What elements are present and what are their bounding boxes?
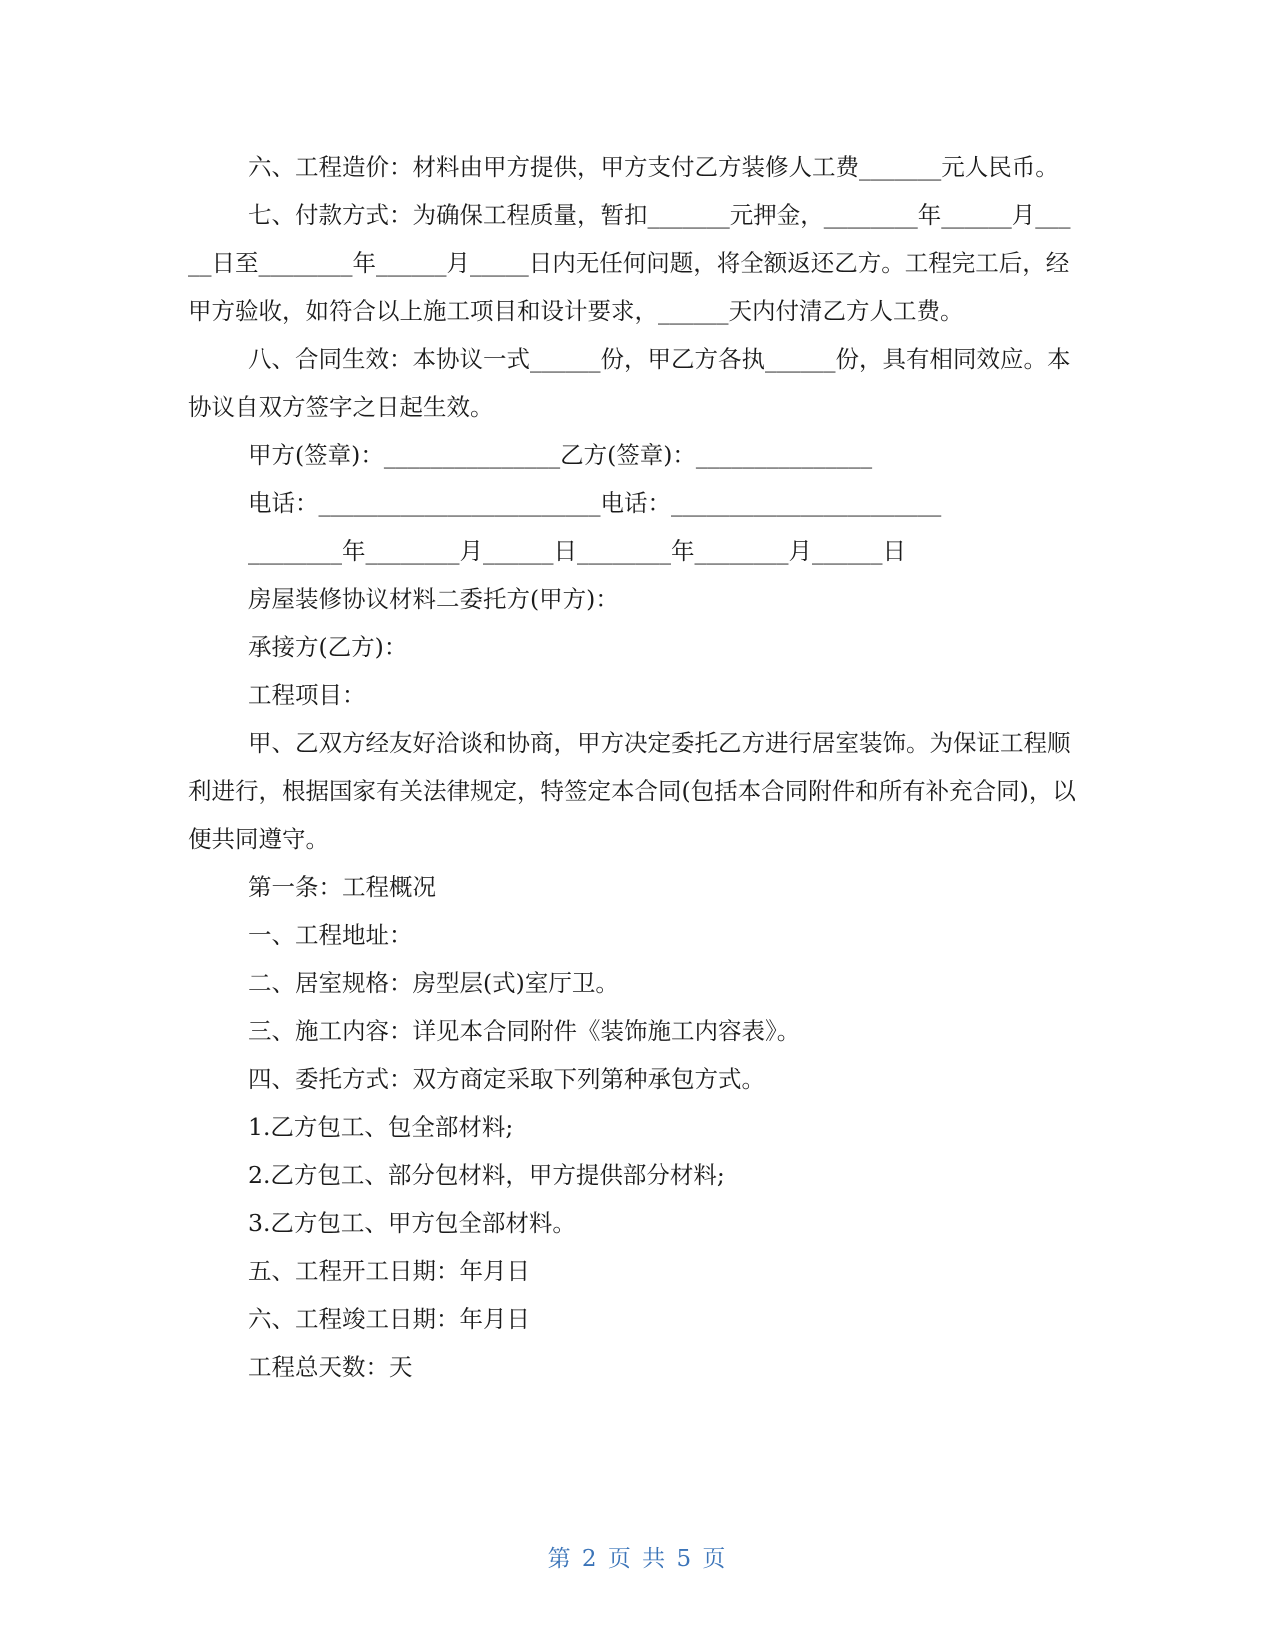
option-three: 3.乙方包工、甲方包全部材料。	[248, 1209, 576, 1237]
preamble-paragraph: 甲、乙双方经友好洽谈和协商，甲方决定委托乙方进行居室装饰。为保证工程顺利进行，根据国家有关法律规定，特签定本合同(包括本合同附件和所有补充合同)，以便共同遵守。	[188, 729, 1076, 853]
clause-seven-payment: 七、付款方式：为确保工程质量，暂扣_______元押金，________年______月_____日至________年______月_____日内无任何问题，将全额返还乙方。工程完工后，经甲方验收，如符合以上施工项目和设计要求，______天内付清乙方人工费。	[188, 201, 1071, 325]
construction-content: 三、施工内容：详见本合同附件《装饰施工内容表》。	[248, 1017, 801, 1045]
clause-eight-effect: 八、合同生效：本协议一式______份，甲乙方各执______份，具有相同效应。本协议自双方签字之日起生效。	[188, 345, 1071, 421]
option-two: 2.乙方包工、部分包材料，甲方提供部分材料;	[248, 1161, 725, 1189]
room-spec: 二、居室规格：房型层(式)室厅卫。	[248, 969, 619, 997]
option-one: 1.乙方包工、包全部材料;	[248, 1113, 514, 1141]
start-date: 五、工程开工日期：年月日	[248, 1257, 530, 1285]
document-body	[188, 143, 1076, 1391]
commission-method: 四、委托方式：双方商定采取下列第种承包方式。	[248, 1065, 765, 1093]
completion-date: 六、工程竣工日期：年月日	[248, 1305, 530, 1333]
clause-six-price: 六、工程造价：材料由甲方提供，甲方支付乙方装修人工费_______元人民币。	[248, 153, 1059, 181]
article-one-heading: 第一条：工程概况	[248, 873, 436, 901]
signature-line: 甲方(签章)：_______________乙方(签章)：_______________	[248, 441, 873, 469]
total-days: 工程总天数：天	[248, 1353, 413, 1381]
date-line: ________年________月______日________年________月______日	[248, 537, 906, 565]
contractor-party: 承接方(乙方)：	[248, 633, 408, 661]
material-two-client: 房屋装修协议材料二委托方(甲方)：	[248, 585, 619, 613]
project-item: 工程项目：	[248, 681, 366, 709]
page-number-footer: 第 2 页 共 5 页	[547, 1546, 728, 1572]
phone-line: 电话：________________________电话：_______________________	[248, 489, 942, 517]
project-address: 一、工程地址：	[248, 921, 413, 949]
